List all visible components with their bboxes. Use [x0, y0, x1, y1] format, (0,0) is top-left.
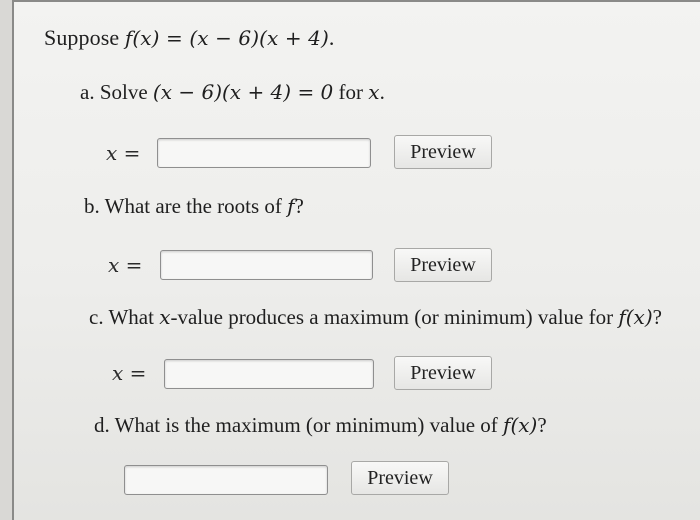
- problem-prefix: Suppose: [44, 25, 125, 50]
- answer-d-input[interactable]: [124, 465, 328, 495]
- preview-c-button[interactable]: Preview: [394, 356, 492, 390]
- question-b: [84, 192, 700, 220]
- answer-b-input[interactable]: [160, 250, 373, 280]
- question-d: [94, 411, 700, 439]
- question-c-variable: x: [159, 305, 171, 329]
- preview-b-button[interactable]: Preview: [394, 248, 492, 282]
- answer-row-c: [14, 353, 700, 393]
- question-d-function: f(x): [503, 413, 538, 437]
- answer-a-variable-label: x =: [106, 141, 141, 165]
- problem-suffix: .: [328, 25, 335, 50]
- question-b-function: f: [287, 194, 295, 218]
- answer-row-b: [14, 245, 700, 285]
- question-a-middle: for: [333, 80, 369, 104]
- preview-d-button[interactable]: Preview: [351, 461, 449, 495]
- question-a-equation: (x − 6)(x + 4) = 0: [152, 80, 334, 104]
- question-d-suffix: ?: [537, 413, 547, 437]
- answer-row-a: [14, 133, 700, 173]
- question-b-suffix: ?: [294, 194, 304, 218]
- question-a: [80, 78, 700, 106]
- question-a-variable: x: [368, 80, 380, 104]
- question-b-label: b.: [84, 194, 100, 218]
- question-c-prefix: What: [108, 305, 160, 329]
- problem-panel: [12, 0, 700, 520]
- question-b-prefix: What are the roots of: [104, 194, 288, 218]
- question-a-prefix: Solve: [99, 80, 153, 104]
- question-d-label: d.: [94, 413, 110, 437]
- answer-c-variable-label: x =: [112, 361, 147, 385]
- answer-b-variable-label: x =: [108, 253, 143, 277]
- question-c: [89, 303, 700, 331]
- question-d-prefix: What is the maximum (or minimum) value of: [114, 413, 504, 437]
- problem-statement: [44, 24, 700, 52]
- question-a-label: a.: [80, 80, 95, 104]
- answer-row-d: [14, 460, 700, 500]
- question-a-suffix: .: [379, 80, 385, 104]
- question-c-function: f(x): [618, 305, 653, 329]
- question-c-middle: -value produces a maximum (or minimum) value for: [170, 305, 619, 329]
- function-definition: f(x) = (x − 6)(x + 4): [124, 26, 329, 50]
- question-c-suffix: ?: [652, 305, 662, 329]
- answer-a-input[interactable]: [157, 138, 371, 168]
- question-c-label: c.: [89, 305, 104, 329]
- preview-a-button[interactable]: Preview: [394, 135, 492, 169]
- answer-c-input[interactable]: [164, 359, 374, 389]
